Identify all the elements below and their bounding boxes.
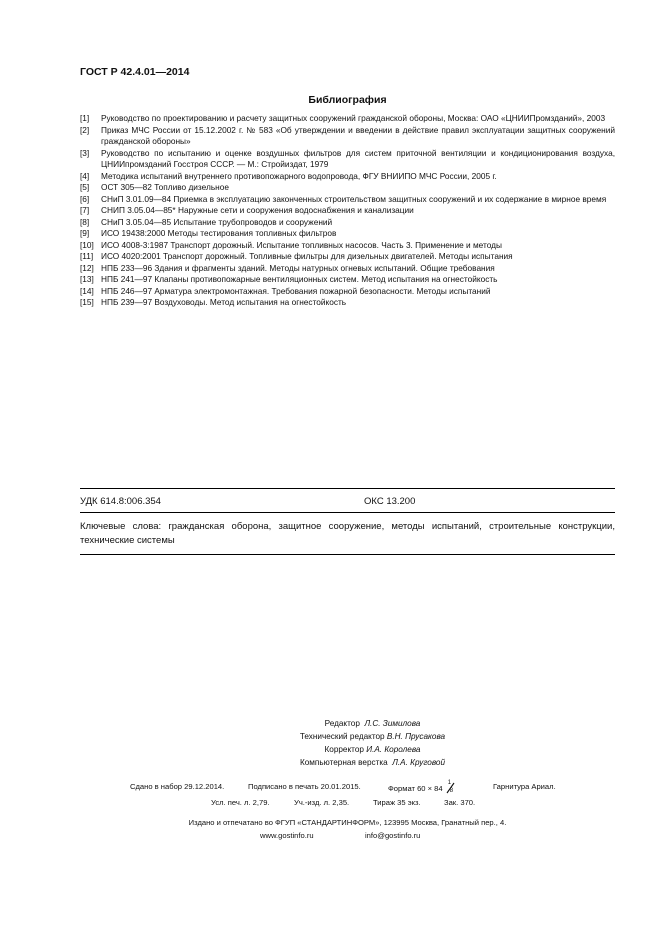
staff-name: Л.А. Круговой: [392, 758, 446, 767]
item-number: [7]: [80, 205, 90, 215]
bibliography-item: [80, 240, 615, 252]
staff-role: Компьютерная верстка: [299, 758, 388, 767]
bibliography-item: [80, 228, 615, 240]
bibliography-item: [80, 148, 615, 171]
item-text: СНИП 3.05.04—85* Наружные сети и сооружения водоснабжения и канализации: [101, 205, 414, 215]
bibliography-item: [80, 113, 615, 125]
format-fraction: [445, 782, 455, 794]
bibliography-item: [80, 286, 615, 298]
bibliography-item: [80, 205, 615, 217]
item-number: [10]: [80, 239, 94, 250]
item-number: [3]: [80, 147, 90, 158]
item-text: Приказ МЧС России от 15.12.2002 г. № 583 «Об утверждении и введении в действие правил эксплуатации защитных сооружений гражданской обороны»: [101, 124, 615, 146]
imprint-website[interactable]: www.gostinfo.ru: [260, 831, 314, 840]
bibliography-item: [80, 125, 615, 148]
imprint-publisher: Издано и отпечатано во ФГУП «СТАНДАРТИНФОРМ», 123995 Москва, Гранатный пер., 4.: [188, 818, 507, 827]
item-number: [12]: [80, 262, 94, 273]
item-text: НПБ 246—97 Арматура электромонтажная. Требования пожарной безопасности. Методы испытаний: [101, 285, 491, 296]
staff-tech-editor: [200, 730, 545, 743]
staff-name: И.А. Королева: [366, 745, 421, 754]
bibliography-item: [80, 182, 615, 194]
item-text: ИСО 4008-3:1987 Транспорт дорожный. Испытание топливных насосов. Часть 3. Применение и методы: [101, 239, 502, 250]
item-number: [4]: [80, 170, 90, 181]
item-number: [6]: [80, 193, 90, 204]
oks-code: ОКС 13.200: [364, 496, 416, 507]
bibliography-item: [80, 171, 615, 183]
staff-list: [200, 717, 545, 769]
item-text: Руководство по испытанию и оценке воздушных фильтров для систем приточной вентиляции и кондиционирования воздуха, ЦНИИпромзданий Госстроя СССР. — М.: Стройиздат, 1979: [101, 147, 615, 169]
item-number: [11]: [80, 251, 94, 261]
item-text: Методика испытаний внутреннего противопожарного водопровода, ФГУ ВНИИПО МЧС России, 2005 г.: [101, 170, 497, 181]
item-text: Руководство по проектированию и расчету защитных сооружений гражданской обороны, Москва: ОАО «ЦНИИПромзданий», 2003: [101, 113, 606, 123]
staff-name: Л.С. Зимилова: [364, 719, 421, 728]
item-text: СНиП 3.05.04—85 Испытание трубопроводов и сооружений: [101, 216, 333, 227]
item-number: [1]: [80, 113, 90, 123]
staff-role: Редактор: [324, 719, 360, 728]
staff-name: В.Н. Прусакова: [386, 732, 446, 741]
bibliography-item: [80, 274, 615, 286]
item-number: [14]: [80, 285, 94, 296]
item-text: НПБ 241—97 Клапаны противопожарные вентиляционных систем. Метод испытания на огнестойкость: [101, 274, 498, 284]
fraction-denominator: 8: [449, 788, 454, 794]
document-code: ГОСТ Р 42.4.01—2014: [80, 66, 190, 78]
item-text: СНиП 3.01.09—84 Приемка в эксплуатацию законченных строительством защитных сооружений и их содержание в мирное время: [101, 193, 607, 204]
imprint-signed: Подписано в печать 20.01.2015.: [248, 782, 361, 791]
bibliography-item: [80, 194, 615, 206]
imprint-print-sheets: Усл. печ. л. 2,79.: [211, 798, 270, 807]
item-number: [13]: [80, 274, 94, 284]
udk-code: УДК 614.8:006.354: [80, 496, 161, 507]
imprint-order: Зак. 370.: [444, 798, 476, 807]
keywords: Ключевые слова: гражданская оборона, защитное сооружение, методы испытаний, строительные конструкции, технические системы: [80, 521, 615, 546]
staff-role: Корректор: [324, 745, 364, 754]
bibliography-list: [80, 113, 615, 309]
imprint-format: [388, 782, 455, 794]
item-number: [5]: [80, 182, 90, 192]
item-text: ИСО 19438:2000 Методы тестирования топливных фильтров: [101, 228, 337, 238]
bibliography-item: [80, 251, 615, 263]
item-text: ИСО 4020:2001 Транспорт дорожный. Топливные фильтры для дизельных двигателей. Методы испытания: [101, 251, 513, 261]
divider-bottom: [80, 554, 615, 555]
item-text: НПБ 239—97 Воздуховоды. Метод испытания на огнестойкость: [101, 297, 347, 307]
item-number: [15]: [80, 297, 94, 307]
divider-top: [80, 488, 615, 489]
bibliography-title: Библиография: [308, 94, 387, 106]
imprint-typeface: Гарнитура Ариал.: [493, 782, 556, 791]
item-number: [2]: [80, 124, 90, 135]
item-text: НПБ 233—96 Здания и фрагменты зданий. Методы натурных огневых испытаний. Общие требования: [101, 262, 495, 273]
divider-middle: [80, 512, 615, 513]
staff-editor: [200, 717, 545, 730]
bibliography-item: [80, 297, 615, 309]
bibliography-item: [80, 217, 615, 229]
staff-layout: [200, 756, 545, 769]
item-text: ОСТ 305—82 Топливо дизельное: [101, 182, 229, 192]
imprint-edit-sheets: Уч.-изд. л. 2,35.: [294, 798, 350, 807]
fraction-numerator: 1: [447, 780, 452, 786]
imprint-email[interactable]: info@gostinfo.ru: [365, 831, 421, 840]
bibliography-item: [80, 263, 615, 275]
imprint-copies: Тираж 35 экз.: [373, 798, 421, 807]
staff-proofreader: [200, 743, 545, 756]
item-number: [8]: [80, 216, 90, 227]
imprint-sent: Сдано в набор 29.12.2014.: [130, 782, 225, 791]
format-text: Формат 60 × 84: [388, 784, 443, 793]
item-number: [9]: [80, 228, 90, 238]
staff-role: Технический редактор: [299, 732, 385, 741]
